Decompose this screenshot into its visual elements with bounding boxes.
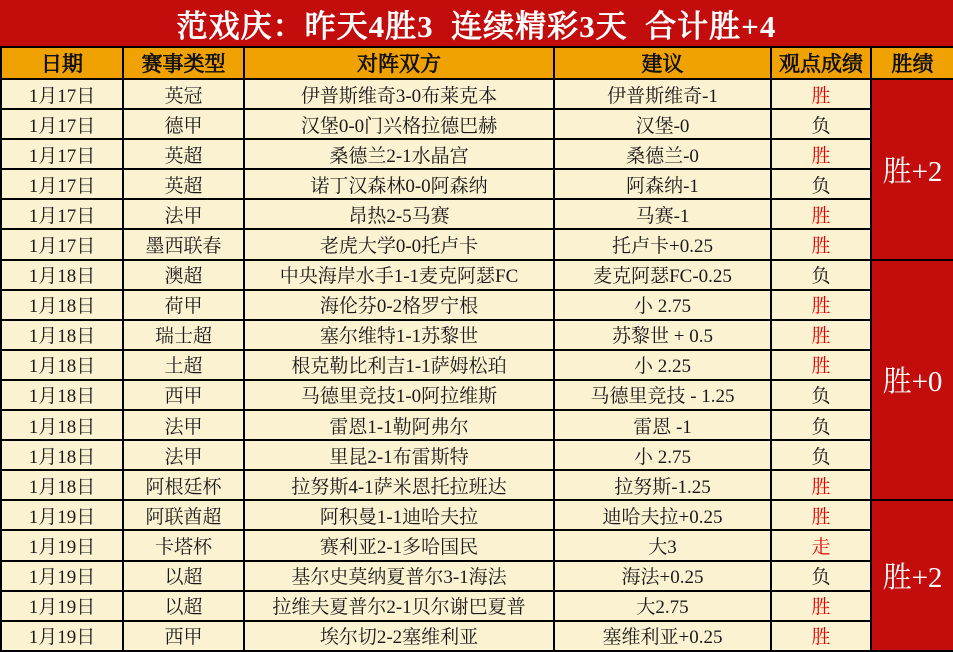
date-cell: 1月18日 — [1, 290, 123, 320]
result-cell: 胜 — [771, 320, 871, 350]
match-cell: 阿积曼1-1迪哈夫拉 — [244, 500, 554, 530]
result-cell: 胜 — [771, 139, 871, 169]
suggestion-cell: 小 2.75 — [554, 440, 771, 470]
record-group-cell: 胜+2 — [871, 79, 953, 260]
suggestion-cell: 迪哈夫拉+0.25 — [554, 500, 771, 530]
match-cell: 雷恩1-1勒阿弗尔 — [244, 410, 554, 440]
date-cell: 1月18日 — [1, 410, 123, 440]
league-cell: 以超 — [123, 591, 244, 621]
match-cell: 根克勒比利吉1-1萨姆松珀 — [244, 350, 554, 380]
suggestion-cell: 伊普斯维奇-1 — [554, 79, 771, 109]
league-cell: 法甲 — [123, 440, 244, 470]
suggestion-cell: 塞维利亚+0.25 — [554, 621, 771, 651]
table-row — [1, 109, 953, 139]
result-cell: 负 — [771, 410, 871, 440]
date-cell: 1月19日 — [1, 561, 123, 591]
match-cell: 海伦芬0-2格罗宁根 — [244, 290, 554, 320]
suggestion-cell: 麦克阿瑟FC-0.25 — [554, 260, 771, 290]
match-cell: 埃尔切2-2塞维利亚 — [244, 621, 554, 651]
table-header-row — [1, 47, 953, 79]
league-cell: 英冠 — [123, 79, 244, 109]
table-row — [1, 621, 953, 651]
match-cell: 中央海岸水手1-1麦克阿瑟FC — [244, 260, 554, 290]
league-cell: 阿根廷杯 — [123, 470, 244, 500]
result-cell: 负 — [771, 169, 871, 199]
result-cell: 胜 — [771, 350, 871, 380]
match-cell: 拉努斯4-1萨米恩托拉班达 — [244, 470, 554, 500]
result-cell: 胜 — [771, 621, 871, 651]
result-cell: 胜 — [771, 229, 871, 259]
date-cell: 1月17日 — [1, 139, 123, 169]
date-cell: 1月18日 — [1, 440, 123, 470]
league-cell: 英超 — [123, 139, 244, 169]
table-row — [1, 440, 953, 470]
league-cell: 澳超 — [123, 260, 244, 290]
table-row — [1, 380, 953, 410]
result-cell: 负 — [771, 561, 871, 591]
league-cell: 卡塔杯 — [123, 530, 244, 560]
match-cell: 赛利亚2-1多哈国民 — [244, 530, 554, 560]
date-cell: 1月17日 — [1, 229, 123, 259]
table-row — [1, 169, 953, 199]
suggestion-cell: 托卢卡+0.25 — [554, 229, 771, 259]
suggestion-cell: 海法+0.25 — [554, 561, 771, 591]
date-cell: 1月17日 — [1, 169, 123, 199]
league-cell: 法甲 — [123, 410, 244, 440]
col-header-record: 胜绩 — [871, 47, 953, 79]
record-group-cell: 胜+2 — [871, 500, 953, 651]
match-cell: 桑德兰2-1水晶宫 — [244, 139, 554, 169]
league-cell: 英超 — [123, 169, 244, 199]
result-cell: 胜 — [771, 290, 871, 320]
table-row — [1, 199, 953, 229]
date-cell: 1月18日 — [1, 260, 123, 290]
match-cell: 伊普斯维奇3-0布莱克本 — [244, 79, 554, 109]
date-cell: 1月18日 — [1, 350, 123, 380]
match-cell: 诺丁汉森林0-0阿森纳 — [244, 169, 554, 199]
league-cell: 瑞士超 — [123, 320, 244, 350]
date-cell: 1月18日 — [1, 380, 123, 410]
suggestion-cell: 大2.75 — [554, 591, 771, 621]
league-cell: 土超 — [123, 350, 244, 380]
suggestion-cell: 雷恩 -1 — [554, 410, 771, 440]
table-row — [1, 530, 953, 560]
result-cell: 负 — [771, 440, 871, 470]
league-cell: 德甲 — [123, 109, 244, 139]
table-row — [1, 320, 953, 350]
table-row — [1, 500, 953, 530]
page-title: 范戏庆：昨天4胜3 连续精彩3天 合计胜+4 — [0, 0, 953, 46]
table-row — [1, 260, 953, 290]
match-cell: 拉维夫夏普尔2-1贝尔谢巴夏普 — [244, 591, 554, 621]
suggestion-cell: 马德里竞技 - 1.25 — [554, 380, 771, 410]
result-cell: 胜 — [771, 199, 871, 229]
date-cell: 1月17日 — [1, 79, 123, 109]
league-cell: 法甲 — [123, 199, 244, 229]
result-cell: 胜 — [771, 591, 871, 621]
result-cell: 胜 — [771, 470, 871, 500]
col-header-league: 赛事类型 — [123, 47, 244, 79]
result-cell: 负 — [771, 380, 871, 410]
results-table — [0, 46, 953, 652]
table-row — [1, 350, 953, 380]
result-cell: 胜 — [771, 500, 871, 530]
match-cell: 汉堡0-0门兴格拉德巴赫 — [244, 109, 554, 139]
table-row — [1, 229, 953, 259]
suggestion-cell: 大3 — [554, 530, 771, 560]
table-row — [1, 79, 953, 109]
col-header-date: 日期 — [1, 47, 123, 79]
suggestion-cell: 苏黎世 + 0.5 — [554, 320, 771, 350]
date-cell: 1月18日 — [1, 470, 123, 500]
date-cell: 1月18日 — [1, 320, 123, 350]
league-cell: 荷甲 — [123, 290, 244, 320]
date-cell: 1月19日 — [1, 530, 123, 560]
date-cell: 1月19日 — [1, 621, 123, 651]
result-cell: 走 — [771, 530, 871, 560]
league-cell: 以超 — [123, 561, 244, 591]
table-row — [1, 470, 953, 500]
col-header-result: 观点成绩 — [771, 47, 871, 79]
record-group-cell: 胜+0 — [871, 260, 953, 501]
date-cell: 1月17日 — [1, 199, 123, 229]
table-row — [1, 410, 953, 440]
suggestion-cell: 汉堡-0 — [554, 109, 771, 139]
suggestion-cell: 小 2.75 — [554, 290, 771, 320]
suggestion-cell: 马赛-1 — [554, 199, 771, 229]
match-cell: 昂热2-5马赛 — [244, 199, 554, 229]
date-cell: 1月19日 — [1, 500, 123, 530]
match-cell: 里昆2-1布雷斯特 — [244, 440, 554, 470]
table-body — [1, 79, 953, 651]
suggestion-cell: 阿森纳-1 — [554, 169, 771, 199]
result-cell: 负 — [771, 109, 871, 139]
result-cell: 负 — [771, 260, 871, 290]
league-cell: 墨西联春 — [123, 229, 244, 259]
col-header-suggestion: 建议 — [554, 47, 771, 79]
league-cell: 西甲 — [123, 380, 244, 410]
league-cell: 西甲 — [123, 621, 244, 651]
match-cell: 基尔史莫纳夏普尔3-1海法 — [244, 561, 554, 591]
table-row — [1, 561, 953, 591]
date-cell: 1月17日 — [1, 109, 123, 139]
league-cell: 阿联酋超 — [123, 500, 244, 530]
suggestion-cell: 桑德兰-0 — [554, 139, 771, 169]
date-cell: 1月19日 — [1, 591, 123, 621]
table-row — [1, 290, 953, 320]
match-cell: 马德里竞技1-0阿拉维斯 — [244, 380, 554, 410]
match-cell: 塞尔维特1-1苏黎世 — [244, 320, 554, 350]
col-header-match: 对阵双方 — [244, 47, 554, 79]
suggestion-cell: 拉努斯-1.25 — [554, 470, 771, 500]
suggestion-cell: 小 2.25 — [554, 350, 771, 380]
result-cell: 胜 — [771, 79, 871, 109]
table-row — [1, 591, 953, 621]
table-row — [1, 139, 953, 169]
match-cell: 老虎大学0-0托卢卡 — [244, 229, 554, 259]
